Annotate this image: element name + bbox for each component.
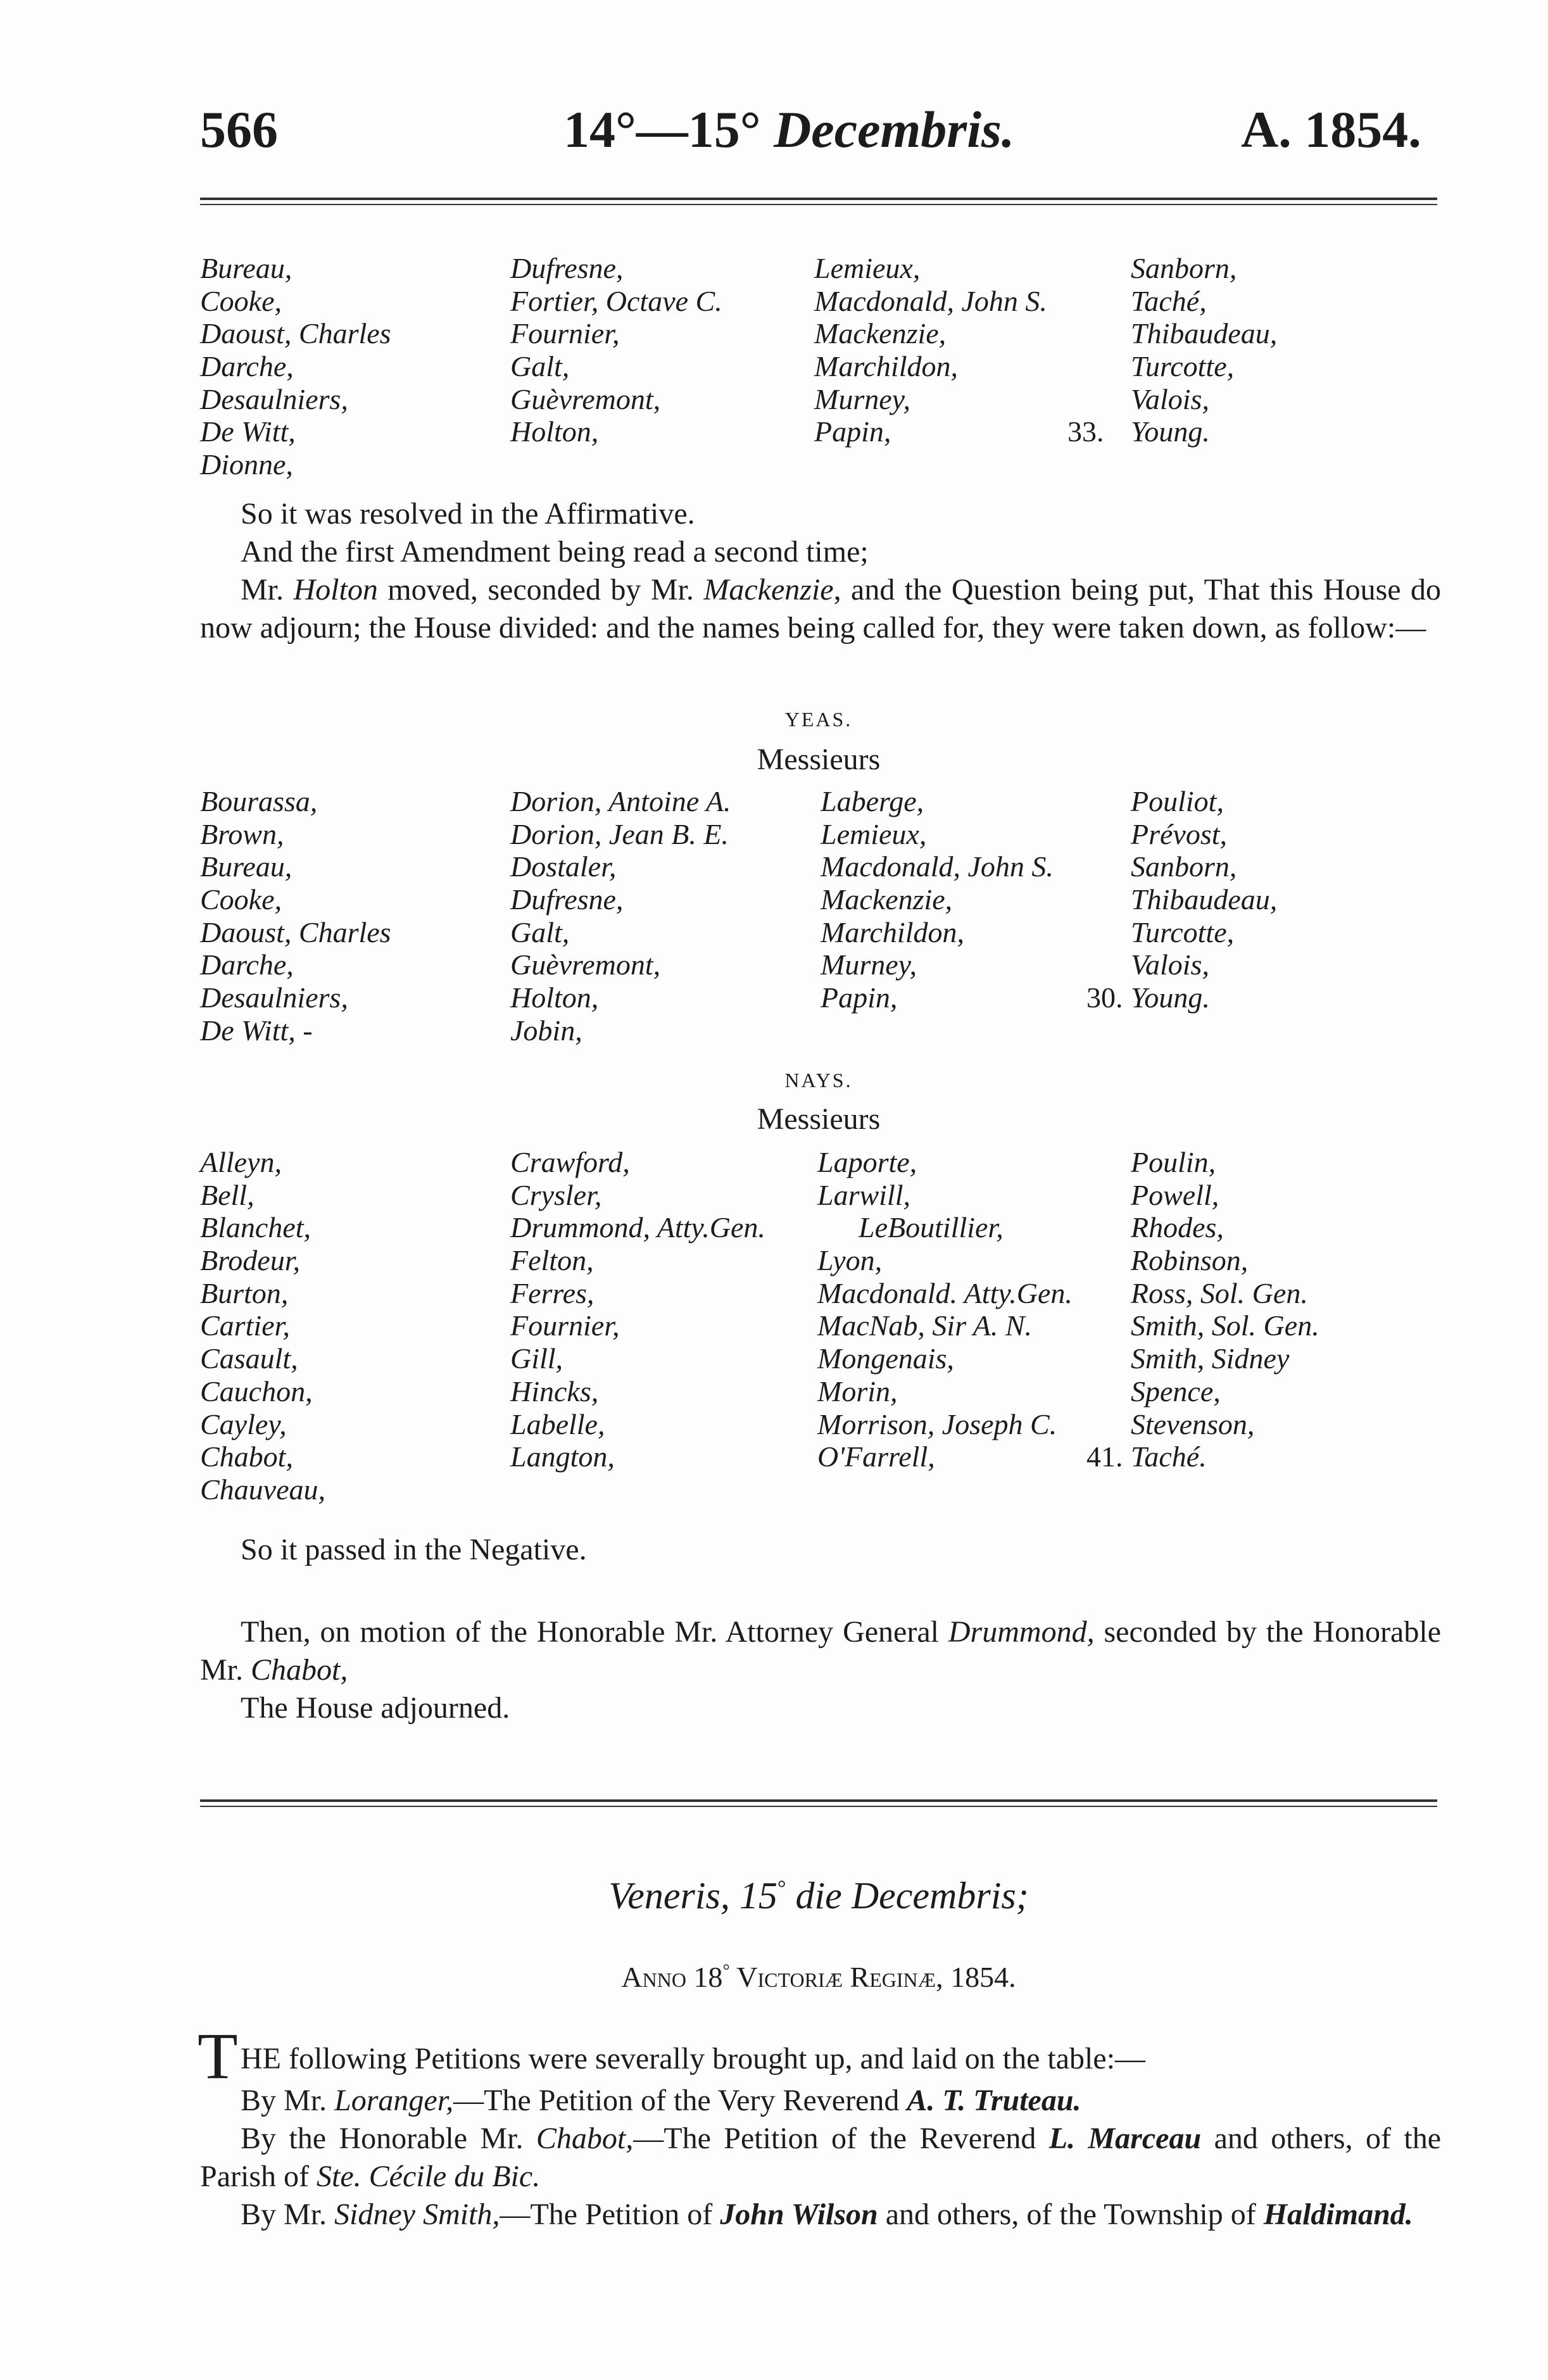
- list-item: Bell,: [200, 1178, 255, 1211]
- amendment-line: And the first Amendment being read a second time;: [241, 535, 869, 569]
- section-anno: Anno 18° Victoriæ Reginæ, 1854.: [621, 1961, 1016, 1993]
- list-item: Turcotte,: [1131, 350, 1235, 383]
- list-item: Blanchet,: [200, 1211, 311, 1244]
- adjourn-block: [200, 1613, 1441, 1727]
- list-item: Macdonald, John S.: [821, 850, 1054, 883]
- nays-list: [200, 1146, 1435, 1506]
- list-item: Gill,: [510, 1342, 563, 1375]
- yeas-list: [200, 785, 1435, 1047]
- list-item: LeBoutillier,: [859, 1211, 1004, 1244]
- list-item: Daoust, Charles: [200, 916, 391, 948]
- list-item: Poulin,: [1131, 1146, 1216, 1178]
- vote1-list: [200, 252, 1435, 481]
- list-item: Stevenson,: [1131, 1407, 1255, 1440]
- petitions-list: [200, 2082, 1441, 2234]
- list-item: De Witt,: [200, 415, 296, 448]
- list-item: Desaulniers,: [200, 981, 348, 1014]
- list-item: Casault,: [200, 1342, 298, 1375]
- list-item: Hincks,: [510, 1375, 599, 1407]
- list-item: Cooke,: [200, 883, 282, 916]
- page-date-title: [563, 100, 1014, 160]
- year: A. 1854.: [1241, 101, 1421, 158]
- list-item: Felton,: [510, 1244, 594, 1277]
- drop-cap: T: [198, 2020, 238, 2093]
- list-item: Ferres,: [510, 1276, 595, 1309]
- list-item: Valois,: [1131, 382, 1209, 415]
- list-item: Mackenzie,: [814, 317, 947, 350]
- list-item: Macdonald. Atty.Gen.: [817, 1276, 1073, 1309]
- list-item: Jobin,: [510, 1014, 582, 1047]
- header-rule-thin: [200, 204, 1437, 205]
- list-item: De Witt, -: [200, 1014, 313, 1047]
- list-item: Thibaudeau,: [1131, 317, 1278, 350]
- petition-2: By the Honorable Mr. Chabot,—The Petition of the Reverend L. Marceau and others, of the Parish of Ste. Cécile du Bic.: [200, 2122, 1442, 2193]
- list-item: Papin,: [814, 415, 891, 448]
- list-item: Dorion, Antoine A.: [510, 785, 731, 817]
- negative-line: So it passed in the Negative.: [241, 1533, 587, 1566]
- list-item: Bureau,: [200, 252, 293, 284]
- list-item: Chauveau,: [200, 1473, 326, 1506]
- list-item: Cayley,: [200, 1407, 287, 1440]
- vote-count: 41.: [1086, 1440, 1123, 1473]
- vote-count: 33.: [1067, 415, 1104, 448]
- list-item: Murney,: [814, 382, 911, 415]
- list-item: Guèvremont,: [510, 948, 661, 981]
- affirmative-line: So it was resolved in the Affirmative.: [241, 497, 695, 531]
- petitions-intro: HE following Petitions were severally brought up, and laid on the table:—: [241, 2042, 1146, 2075]
- name-holton: Holton: [293, 573, 378, 607]
- list-item: Cauchon,: [200, 1375, 313, 1407]
- list-item: MacNab, Sir A. N.: [817, 1309, 1033, 1342]
- list-item: Galt,: [510, 350, 570, 383]
- list-item: Dufresne,: [510, 883, 624, 916]
- list-item: Bureau,: [200, 850, 293, 883]
- adjourn-line: The House adjourned.: [241, 1691, 510, 1725]
- list-item: Young.: [1131, 415, 1210, 448]
- list-item: Mackenzie,: [821, 883, 953, 916]
- list-item: Brodeur,: [200, 1244, 301, 1277]
- section-rule: [200, 1799, 1437, 1802]
- petition-1: By Mr. Loranger,—The Petition of the Very Reverend A. T. Truteau.: [241, 2084, 1081, 2117]
- list-item: Fortier, Octave C.: [510, 284, 722, 317]
- list-item: Spence,: [1131, 1375, 1221, 1407]
- adjourn-motion: Then, on motion of the Honorable Mr. Attorney General Drummond, seconded by the Honorable Mr. Chabot,: [200, 1615, 1442, 1687]
- negative-block: [200, 1531, 1441, 1569]
- list-item: Brown,: [200, 817, 284, 850]
- section-day-title: Veneris, 15° die Decembris;: [608, 1875, 1029, 1917]
- list-item: Dostaler,: [510, 850, 617, 883]
- vote-count: 30.: [1086, 981, 1123, 1014]
- list-item: Crysler,: [510, 1178, 602, 1211]
- header-rule: [200, 198, 1437, 200]
- list-item: Guèvremont,: [510, 382, 661, 415]
- list-item: Morin,: [817, 1375, 898, 1407]
- list-item: Labelle,: [510, 1407, 605, 1440]
- list-item: Chabot,: [200, 1440, 293, 1473]
- list-item: O'Farrell,: [817, 1440, 935, 1473]
- list-item: Cooke,: [200, 284, 282, 317]
- list-item: Taché.: [1131, 1440, 1207, 1473]
- list-item: Alleyn,: [200, 1146, 282, 1178]
- list-item: Marchildon,: [814, 350, 958, 383]
- list-item: Smith, Sidney: [1131, 1342, 1290, 1375]
- section-rule-thin: [200, 1806, 1437, 1807]
- page-number: 566: [200, 101, 278, 158]
- list-item: Turcotte,: [1131, 916, 1235, 948]
- list-item: Robinson,: [1131, 1244, 1249, 1277]
- list-item: Lemieux,: [821, 817, 927, 850]
- list-item: Ross, Sol. Gen.: [1131, 1276, 1308, 1309]
- list-item: Fournier,: [510, 1309, 620, 1342]
- list-item: Prévost,: [1131, 817, 1228, 850]
- list-item: Rhodes,: [1131, 1211, 1224, 1244]
- list-item: Holton,: [510, 981, 599, 1014]
- list-item: Burton,: [200, 1276, 289, 1309]
- body-text-1: [200, 495, 1441, 647]
- list-item: Taché,: [1131, 284, 1207, 317]
- nays-label: NAYS.: [784, 1069, 853, 1092]
- list-item: Cartier,: [200, 1309, 290, 1342]
- list-item: Smith, Sol. Gen.: [1131, 1309, 1319, 1342]
- list-item: Lemieux,: [814, 252, 921, 284]
- nays-messieurs: Messieurs: [757, 1102, 881, 1136]
- list-item: Larwill,: [817, 1178, 911, 1211]
- list-item: Marchildon,: [821, 916, 964, 948]
- motion-paragraph: Mr. Holton moved, seconded by Mr. Mackenzie, and the Question being put, That this House do now adjourn; the House divided: and the names being called for, they were taken down, as follow:—: [200, 573, 1442, 645]
- list-item: Daoust, Charles: [200, 317, 391, 350]
- yeas-label: YEAS.: [784, 708, 853, 731]
- petition-3: By Mr. Sidney Smith,—The Petition of John Wilson and others, of the Township of Haldimand.: [241, 2198, 1413, 2231]
- list-item: Holton,: [510, 415, 599, 448]
- list-item: Pouliot,: [1131, 785, 1224, 817]
- list-item: Bourassa,: [200, 785, 318, 817]
- list-item: Mongenais,: [817, 1342, 954, 1375]
- name-mackenzie: Mackenzie: [703, 573, 834, 607]
- list-item: Lyon,: [817, 1244, 883, 1277]
- date-range: 14°—15°: [563, 101, 761, 158]
- list-item: Desaulniers,: [200, 382, 348, 415]
- list-item: Crawford,: [510, 1146, 630, 1178]
- month: Decembris.: [774, 101, 1015, 158]
- yeas-messieurs: Messieurs: [757, 743, 881, 776]
- list-item: Dionne,: [200, 448, 293, 481]
- list-item: Sanborn,: [1131, 850, 1237, 883]
- list-item: Morrison, Joseph C.: [817, 1407, 1057, 1440]
- list-item: Macdonald, John S.: [814, 284, 1047, 317]
- list-item: Laberge,: [821, 785, 924, 817]
- name-drummond: Drummond,: [948, 1615, 1095, 1649]
- name-chabot: Chabot,: [251, 1653, 348, 1687]
- list-item: Galt,: [510, 916, 570, 948]
- list-item: Darche,: [200, 948, 294, 981]
- list-item: Fournier,: [510, 317, 620, 350]
- list-item: Dorion, Jean B. E.: [510, 817, 729, 850]
- list-item: Darche,: [200, 350, 294, 383]
- list-item: Dufresne,: [510, 252, 624, 284]
- list-item: Valois,: [1131, 948, 1209, 981]
- list-item: Langton,: [510, 1440, 615, 1473]
- list-item: Papin,: [821, 981, 898, 1014]
- list-item: Thibaudeau,: [1131, 883, 1278, 916]
- list-item: Sanborn,: [1131, 252, 1237, 284]
- list-item: Laporte,: [817, 1146, 917, 1178]
- list-item: Young.: [1131, 981, 1210, 1014]
- list-item: Powell,: [1131, 1178, 1219, 1211]
- list-item: Murney,: [821, 948, 917, 981]
- list-item: Drummond, Atty.Gen.: [510, 1211, 765, 1244]
